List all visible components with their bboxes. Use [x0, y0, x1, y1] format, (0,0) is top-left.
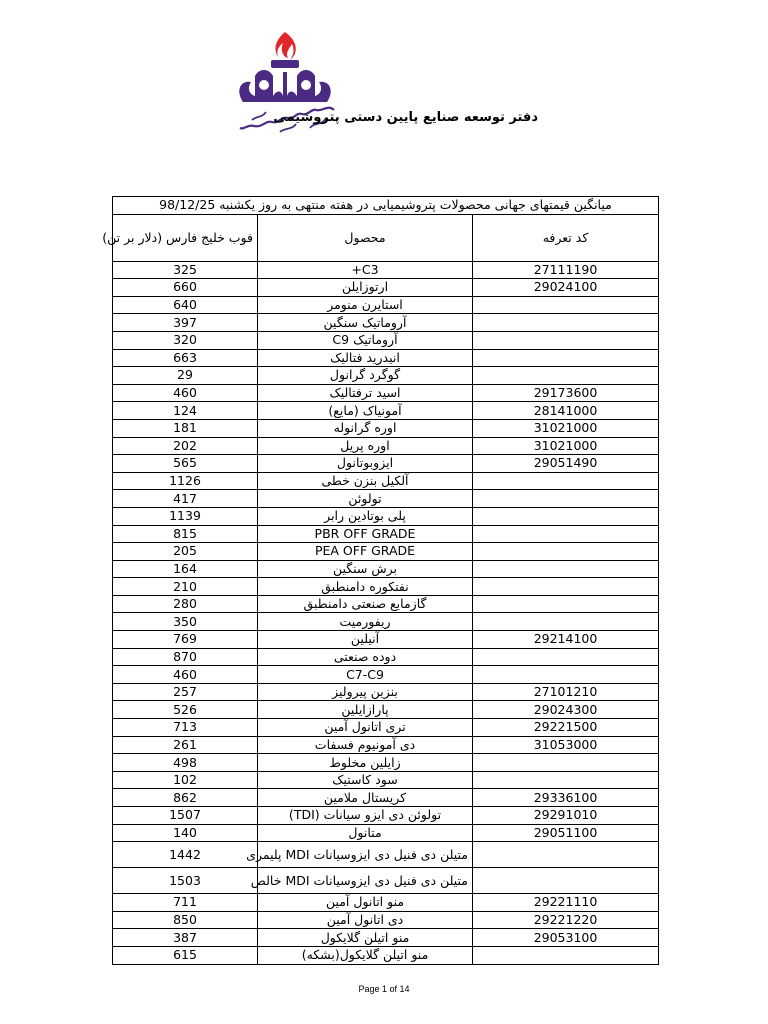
price-cell: 325	[113, 261, 258, 279]
code-cell: 31053000	[473, 736, 659, 754]
product-cell: نفتکوره دامنطبق	[258, 578, 473, 596]
product-cell: اسید ترفتالیک	[258, 384, 473, 402]
table-row	[113, 789, 659, 807]
price-cell: 870	[113, 648, 258, 666]
page-number: Page 1 of 14	[358, 984, 410, 994]
code-cell	[473, 349, 659, 367]
product-cell: آنیلین	[258, 631, 473, 649]
product-cell: متیلن دی فنیل دی ایزوسیانات MDI خالص	[258, 868, 473, 894]
code-cell	[473, 666, 659, 684]
flame-icon	[275, 32, 295, 60]
code-cell: 29051100	[473, 824, 659, 842]
table-row	[113, 384, 659, 402]
product-cell: پارازایلین	[258, 701, 473, 719]
table-row	[113, 771, 659, 789]
price-cell: 1126	[113, 472, 258, 490]
product-cell: ارتوزایلن	[258, 279, 473, 297]
product-cell: PBR OFF GRADE	[258, 525, 473, 543]
price-cell: 815	[113, 525, 258, 543]
product-cell: تولوئن	[258, 490, 473, 508]
code-cell: 31021000	[473, 419, 659, 437]
table-row	[113, 437, 659, 455]
product-cell: دی آمونیوم فسفات	[258, 736, 473, 754]
code-cell: 29291010	[473, 807, 659, 825]
price-cell: 350	[113, 613, 258, 631]
code-cell	[473, 472, 659, 490]
table-row	[113, 578, 659, 596]
table-row	[113, 894, 659, 912]
table-row	[113, 595, 659, 613]
table-row	[113, 824, 659, 842]
table-row	[113, 946, 659, 964]
price-cell: 387	[113, 929, 258, 947]
product-cell: منو اتیلن گلایکول	[258, 929, 473, 947]
table-row	[113, 314, 659, 332]
table-row	[113, 402, 659, 420]
product-cell: تولوئن دی ایزو سیانات (TDI)	[258, 807, 473, 825]
code-cell: 29024100	[473, 279, 659, 297]
table-row	[113, 349, 659, 367]
code-cell: 29221110	[473, 894, 659, 912]
table-title-row	[113, 197, 659, 215]
table-row	[113, 683, 659, 701]
price-cell: 663	[113, 349, 258, 367]
code-cell	[473, 525, 659, 543]
table-row	[113, 296, 659, 314]
table-row	[113, 490, 659, 508]
code-cell	[473, 771, 659, 789]
price-cell: 1503	[113, 868, 258, 894]
table-row	[113, 807, 659, 825]
price-cell: 181	[113, 419, 258, 437]
product-cell: C3+	[258, 261, 473, 279]
product-cell: متانول	[258, 824, 473, 842]
product-cell: منو اتانول آمین	[258, 894, 473, 912]
code-cell	[473, 595, 659, 613]
column-header-product: محصول	[258, 214, 473, 261]
price-cell: 140	[113, 824, 258, 842]
product-cell: ریفورمیت	[258, 613, 473, 631]
price-cell: 460	[113, 666, 258, 684]
price-cell: 397	[113, 314, 258, 332]
price-cell: 417	[113, 490, 258, 508]
table-row	[113, 911, 659, 929]
code-cell	[473, 560, 659, 578]
price-cell: 257	[113, 683, 258, 701]
code-cell	[473, 314, 659, 332]
product-cell: متیلن دی فنیل دی ایزوسیانات MDI پلیمری	[258, 842, 473, 868]
code-cell: 29051490	[473, 455, 659, 473]
price-cell: 526	[113, 701, 258, 719]
code-cell: 29173600	[473, 384, 659, 402]
price-cell: 124	[113, 402, 258, 420]
table-row	[113, 929, 659, 947]
price-cell: 164	[113, 560, 258, 578]
table-row	[113, 648, 659, 666]
product-cell: پلی بوتادین رابر	[258, 507, 473, 525]
product-cell: انیدرید فتالیک	[258, 349, 473, 367]
price-cell: 210	[113, 578, 258, 596]
price-cell: 850	[113, 911, 258, 929]
price-cell: 102	[113, 771, 258, 789]
code-cell	[473, 296, 659, 314]
product-cell: دوده صنعتی	[258, 648, 473, 666]
code-cell	[473, 543, 659, 561]
price-cell: 1442	[113, 842, 258, 868]
table-row	[113, 631, 659, 649]
code-cell	[473, 842, 659, 868]
product-cell: آروماتیک C9	[258, 331, 473, 349]
product-cell: دی اتانول آمین	[258, 911, 473, 929]
product-cell: استایرن منومر	[258, 296, 473, 314]
table-row	[113, 666, 659, 684]
price-cell: 1507	[113, 807, 258, 825]
code-cell	[473, 578, 659, 596]
column-header-code: کد تعرفه	[473, 214, 659, 261]
price-cell: 640	[113, 296, 258, 314]
price-cell: 202	[113, 437, 258, 455]
price-cell: 460	[113, 384, 258, 402]
product-cell: آمونیاک (مایع)	[258, 402, 473, 420]
product-cell: اوره گرانوله	[258, 419, 473, 437]
product-cell: سود کاستیک	[258, 771, 473, 789]
price-cell: 205	[113, 543, 258, 561]
price-cell: 660	[113, 279, 258, 297]
table-header-row	[113, 214, 659, 261]
table-row	[113, 754, 659, 772]
table-row	[113, 419, 659, 437]
product-cell: PEA OFF GRADE	[258, 543, 473, 561]
table-row	[113, 719, 659, 737]
table-row	[113, 455, 659, 473]
code-cell	[473, 367, 659, 385]
code-cell	[473, 946, 659, 964]
table-row	[113, 331, 659, 349]
price-cell: 261	[113, 736, 258, 754]
table-row	[113, 613, 659, 631]
table-row	[113, 261, 659, 279]
table-row	[113, 507, 659, 525]
code-cell: 29214100	[473, 631, 659, 649]
product-cell: گوگرد گرانول	[258, 367, 473, 385]
code-cell: 27111190	[473, 261, 659, 279]
table-row	[113, 560, 659, 578]
product-cell: زایلین مخلوط	[258, 754, 473, 772]
product-cell: C7-C9	[258, 666, 473, 684]
product-cell: اوره پریل	[258, 437, 473, 455]
code-cell	[473, 331, 659, 349]
price-cell: 565	[113, 455, 258, 473]
price-cell: 713	[113, 719, 258, 737]
code-cell	[473, 490, 659, 508]
table-row	[113, 736, 659, 754]
product-cell: برش سنگین	[258, 560, 473, 578]
price-cell: 711	[113, 894, 258, 912]
product-cell: کریستال ملامین	[258, 789, 473, 807]
table-row	[113, 367, 659, 385]
product-cell: بنزین پیرولیز	[258, 683, 473, 701]
price-cell: 1139	[113, 507, 258, 525]
column-header-price: فوب خلیج فارس (دلار بر تن)	[113, 214, 258, 261]
code-cell	[473, 507, 659, 525]
code-cell: 31021000	[473, 437, 659, 455]
code-cell: 28141000	[473, 402, 659, 420]
code-cell	[473, 648, 659, 666]
product-cell: آلکیل بنزن خطی	[258, 472, 473, 490]
price-cell: 862	[113, 789, 258, 807]
price-cell: 320	[113, 331, 258, 349]
product-cell: ایزوبوتانول	[258, 455, 473, 473]
table-title: میانگین قیمتهای جهانی محصولات پتروشیمیایی در هفته منتهی به روز یکشنبه 98/12/25	[113, 197, 659, 215]
table-row	[113, 525, 659, 543]
code-cell	[473, 868, 659, 894]
code-cell: 27101210	[473, 683, 659, 701]
price-cell: 615	[113, 946, 258, 964]
product-cell: آروماتیک سنگین	[258, 314, 473, 332]
code-cell	[473, 613, 659, 631]
code-cell: 29221220	[473, 911, 659, 929]
code-cell: 29053100	[473, 929, 659, 947]
table-row	[113, 701, 659, 719]
price-cell: 498	[113, 754, 258, 772]
product-cell: تری اتانول آمین	[258, 719, 473, 737]
price-cell: 29	[113, 367, 258, 385]
code-cell	[473, 754, 659, 772]
product-cell: منو اتیلن گلایکول(بشکه)	[258, 946, 473, 964]
office-title: دفتر توسعه صنایع پایین دستی پتروشیمی	[273, 110, 538, 125]
table-row	[113, 842, 659, 868]
price-table	[102, 196, 659, 965]
price-cell: 769	[113, 631, 258, 649]
product-cell: گازمایع صنعتی دامنطبق	[258, 595, 473, 613]
price-cell: 280	[113, 595, 258, 613]
code-cell: 29336100	[473, 789, 659, 807]
code-cell: 29024300	[473, 701, 659, 719]
code-cell: 29221500	[473, 719, 659, 737]
table-row	[113, 472, 659, 490]
table-row	[113, 868, 659, 894]
table-row	[113, 279, 659, 297]
table-row	[113, 543, 659, 561]
